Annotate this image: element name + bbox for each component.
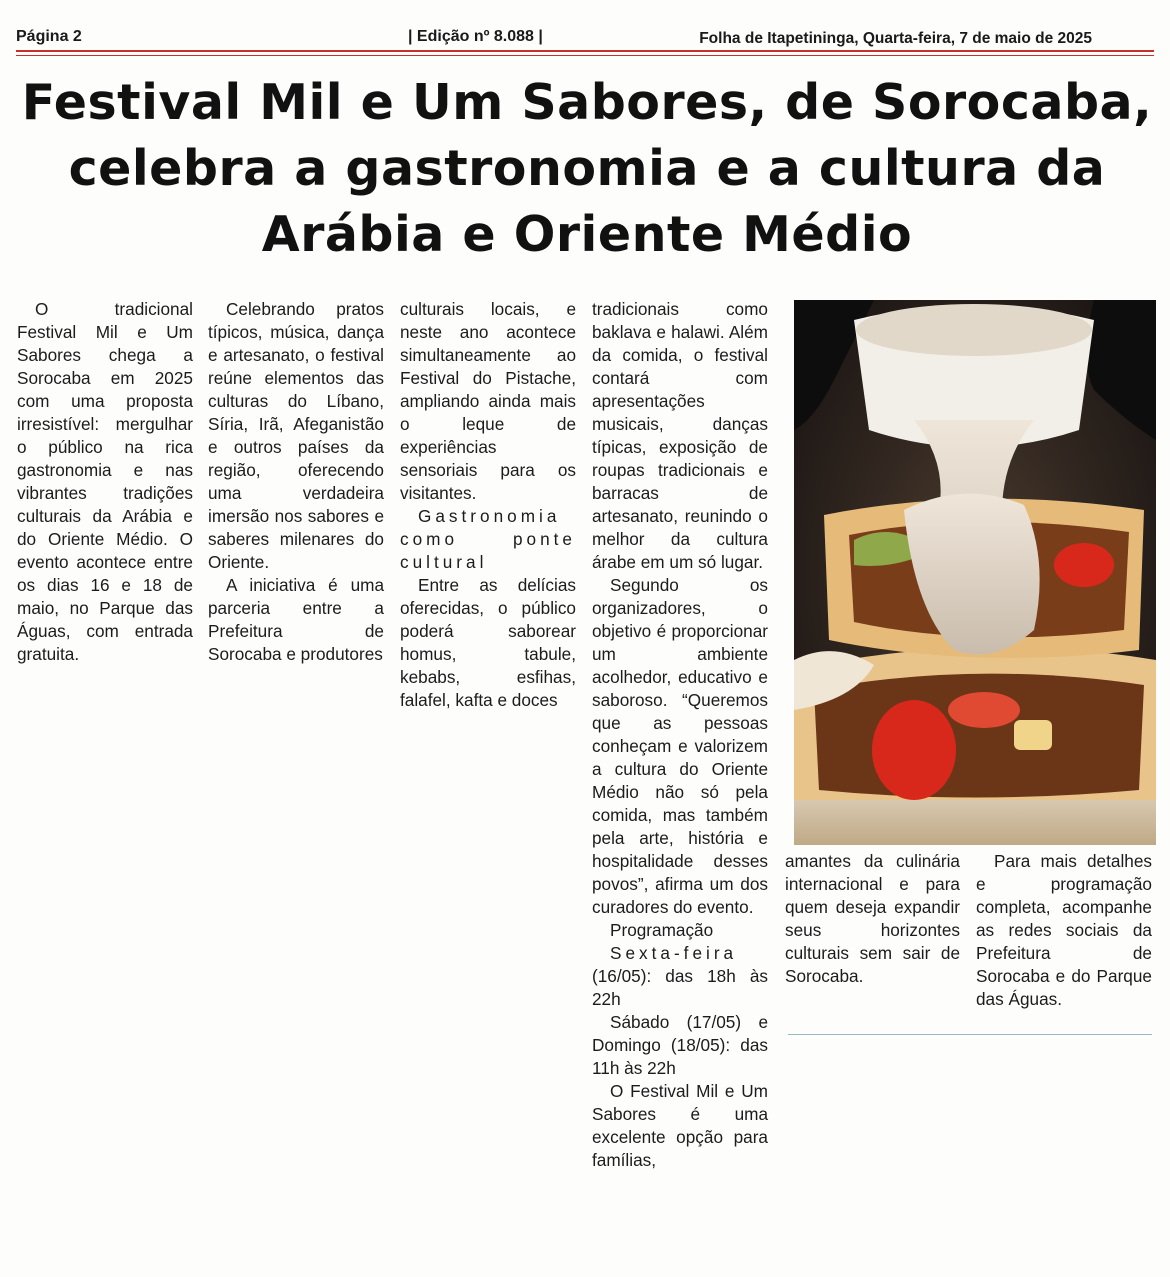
page-header: [16, 26, 1154, 48]
article-paragraph: A iniciativa é uma parceria entre a Prefeitura de Sorocaba e produtores: [208, 575, 384, 664]
edition-number: | Edição nº 8.088 |: [408, 28, 543, 45]
article-column-4: [592, 298, 768, 1172]
shawarma-wrap-photo: [794, 300, 1156, 845]
article-paragraph: culturais locais, e neste ano acontece simultaneamente ao Festival do Pistache, ampliando ainda mais o leque de experiências sensoriais para os visitantes.: [400, 299, 576, 503]
article-paragraph: O Festival Mil e Um Sabores é uma excelente opção para famílias,: [592, 1081, 768, 1170]
article-paragraph: Segundo os organizadores, o objetivo é proporcionar um ambiente acolhedor, educativo e saboroso. “Queremos que as pessoas conheçam e valorizem a cultura do Oriente Médio não só pela comida, mas também pela arte, história e hospitalidade desses povos”, afirma um dos curadores do evento.: [592, 575, 768, 917]
column-end-rule: [788, 1034, 1152, 1035]
schedule-weekend: Sábado (17/05) e Domingo (18/05): das 11h às 22h: [592, 1012, 768, 1078]
food-photo-illustration: [794, 300, 1156, 845]
masthead-date: Folha de Itapetininga, Quarta-feira, 7 de maio de 2025: [699, 30, 1092, 47]
article-paragraph: O tradicional Festival Mil e Um Sabores chega a Sorocaba em 2025 com uma proposta irresistível: mergulhar o público na rica gastronomia e nas vibrantes tradições culturais da Arábia e do Oriente Médio. O evento acontece entre os dias 16 e 18 de maio, no Parque das Águas, com entrada gratuita.: [17, 299, 193, 664]
schedule-heading: Programação: [610, 920, 714, 940]
article-paragraph: Para mais detalhes e programação completa, acompanhe as redes sociais da Prefeitura de Sorocaba e do Parque das Águas.: [976, 851, 1152, 1009]
article-paragraph: Entre as delícias oferecidas, o público poderá saborear homus, tabule, kebabs, esfihas, falafel, kafta e doces: [400, 575, 576, 710]
schedule-friday: [592, 942, 768, 1011]
header-rule: [16, 50, 1154, 52]
page-number: Página 2: [16, 28, 82, 45]
article-column-5: [785, 850, 960, 988]
article-paragraph: amantes da culinária internacional e para quem deseja expandir seus horizontes culturais sem sair de Sorocaba.: [785, 851, 960, 986]
article-paragraph: Celebrando pratos típicos, música, dança e artesanato, o festival reúne elementos das culturas do Líbano, Síria, Irã, Afeganistão e outros países da região, oferecendo uma verdadeira imersão nos sabores e saberes milenares do Oriente.: [208, 299, 384, 572]
headline: Festival Mil e Um Sabores, de Sorocaba, celebra a gastronomia e a cultura da Arábia e Oriente Médio: [21, 74, 1153, 263]
article-column-1: [17, 298, 193, 666]
article-column-2: [208, 298, 384, 666]
article-column-3: [400, 298, 576, 712]
header-rule-thin: [16, 55, 1154, 56]
section-subhead: Gastronomia como ponte cultural: [400, 506, 576, 572]
article-column-6: [976, 850, 1152, 1011]
article-paragraph: tradicionais como baklava e halawi. Além da comida, o festival contará com apresentações musicais, danças típicas, exposição de roupas tradicionais e barracas de artesanato, reunindo o melhor da cultura árabe em um só lugar.: [592, 299, 768, 572]
schedule-friday-day: Sexta-feira: [610, 943, 738, 963]
schedule-friday-time: (16/05): das 18h às 22h: [592, 966, 768, 1009]
